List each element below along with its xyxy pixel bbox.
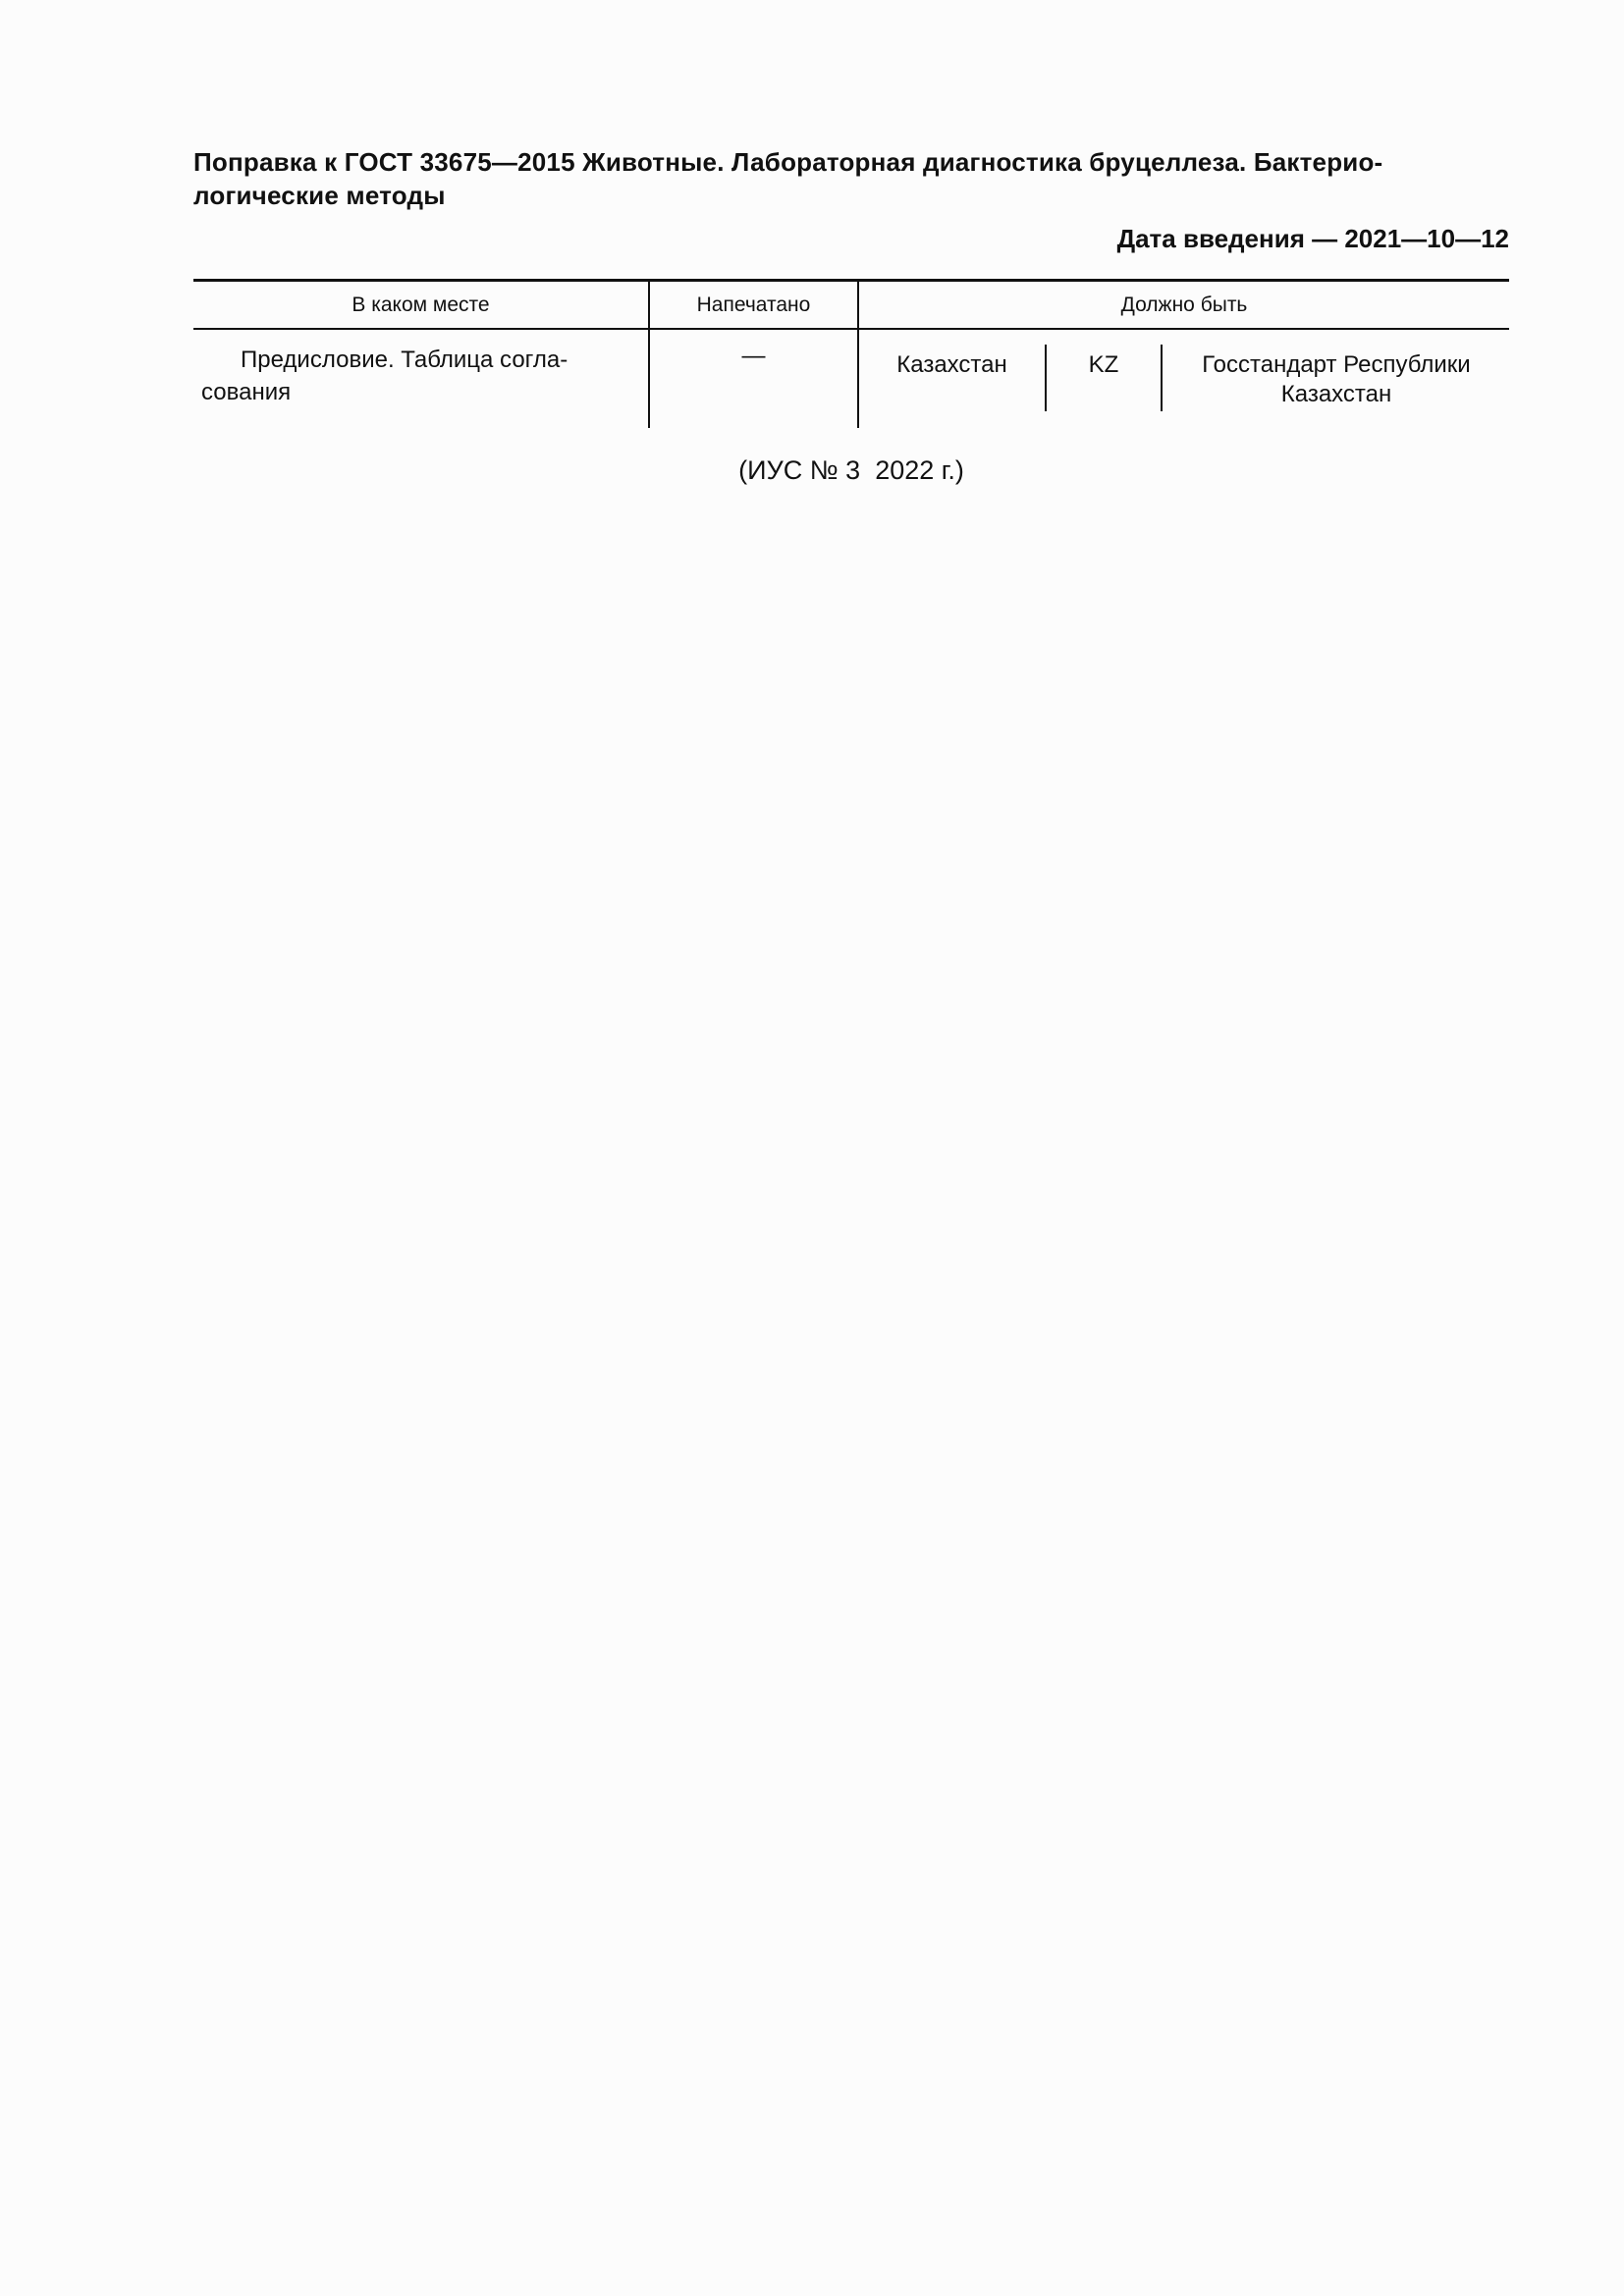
- cell-should-be: [858, 329, 1509, 428]
- header-printed: Напечатано: [649, 281, 858, 330]
- cell-place-line2: сования: [201, 379, 292, 405]
- cell-place: [193, 329, 649, 428]
- header-place: В каком месте: [193, 281, 649, 330]
- should-be-code: KZ: [1047, 345, 1163, 411]
- should-be-org-line1: Госстандарт Республики: [1202, 351, 1471, 378]
- publication-reference: (ИУС № 3 2022 г.): [738, 455, 964, 485]
- document-title: [193, 145, 1509, 212]
- correction-table: [193, 279, 1509, 428]
- should-be-organization: [1163, 345, 1510, 411]
- cell-printed: —: [649, 329, 858, 428]
- should-be-country: Казахстан: [859, 345, 1047, 411]
- header-should-be: Должно быть: [858, 281, 1509, 330]
- document-title-line1: Поправка к ГОСТ 33675—2015 Животные. Лабораторная диагностика бруцеллеза. Бактерио-: [193, 147, 1383, 177]
- document-title-line2: логические методы: [193, 181, 446, 210]
- effective-date: Дата введения — 2021—10—12: [1116, 224, 1509, 253]
- table-row: [193, 329, 1509, 428]
- table-header-row: [193, 281, 1509, 330]
- should-be-org-line2: Казахстан: [1280, 381, 1392, 407]
- cell-place-line1: Предисловие. Таблица согла-: [241, 347, 568, 373]
